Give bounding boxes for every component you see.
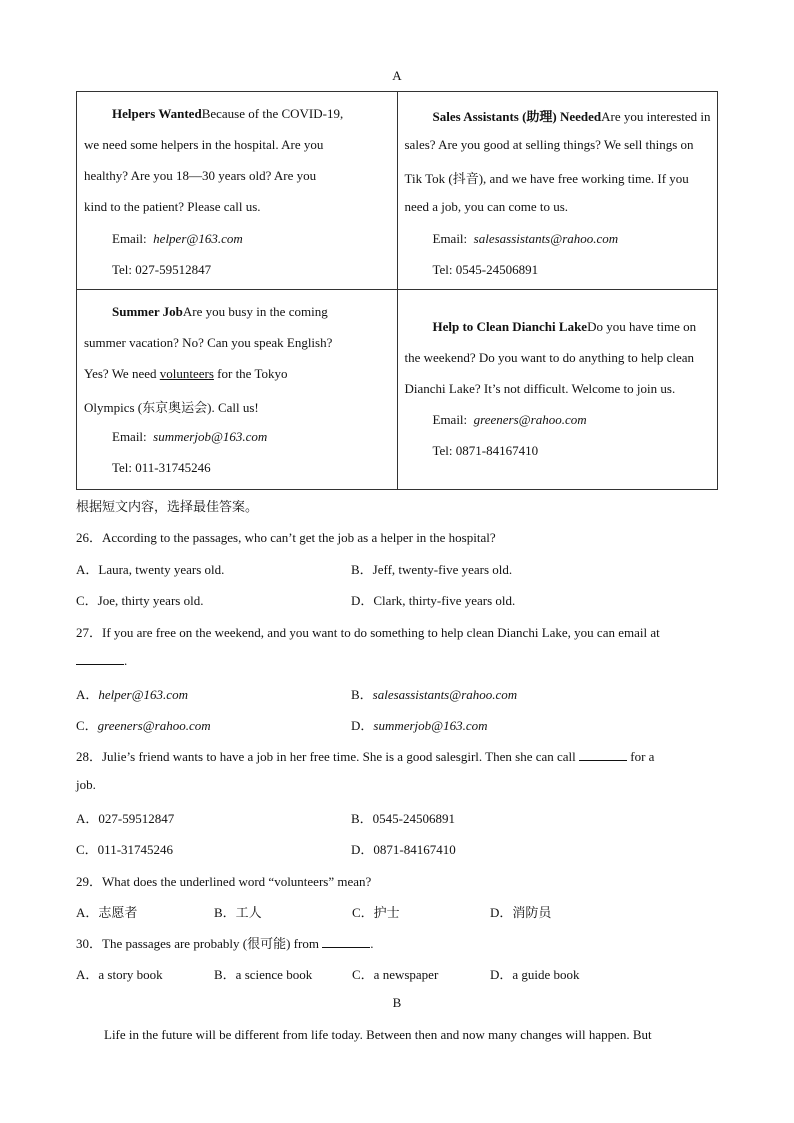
q27-option-d[interactable] xyxy=(351,715,488,734)
q28-option-b[interactable]: B．0545-24506891 xyxy=(351,811,456,826)
question-26-stem: 26．According to the passages, who can’t get the job as a helper in the hospital? xyxy=(76,530,496,545)
q26-option-a[interactable]: A．Laura, twenty years old. xyxy=(76,562,225,577)
q30-option-a[interactable]: A．a story book xyxy=(76,967,163,982)
helpers-tel: Tel: 027-59512847 xyxy=(112,262,212,277)
summer-tel: Tel: 011-31745246 xyxy=(112,460,211,475)
ad-summer-line: Olympics (东京奥运会). Call us! xyxy=(84,400,259,415)
ad-helpers-title: Helpers Wanted xyxy=(112,106,202,121)
option-text: summerjob@163.com xyxy=(373,718,488,733)
q27-option-a[interactable] xyxy=(76,684,188,703)
q28-option-a[interactable]: A．027-59512847 xyxy=(76,811,175,826)
ad-helpers xyxy=(77,92,398,290)
help-tel: Tel: 0871-84167410 xyxy=(432,443,539,458)
q29-option-a[interactable]: A．志愿者 xyxy=(76,905,138,920)
option-prefix: A． xyxy=(76,687,99,702)
q27-stem-end: . xyxy=(124,653,128,668)
q26-option-b[interactable]: B．Jeff, twenty-five years old. xyxy=(351,562,513,577)
volunteers-underlined: volunteers xyxy=(159,366,214,381)
email-label: Email: xyxy=(112,429,147,444)
section-b-title: B xyxy=(392,995,402,1010)
ad-sales-line: Are you interested in xyxy=(601,109,711,124)
q29-option-b[interactable]: B．工人 xyxy=(214,905,262,920)
ads-table xyxy=(76,91,718,490)
instruction: 根据短文内容，选择最佳答案。 xyxy=(76,499,259,514)
option-text: salesassistants@rahoo.com xyxy=(372,687,518,702)
helpers-email-link[interactable]: helper@163.com xyxy=(153,231,243,246)
help-email-link[interactable]: greeners@rahoo.com xyxy=(473,412,587,427)
q30-option-c[interactable]: C．a newspaper xyxy=(352,967,439,982)
question-28-stem-post: for a xyxy=(630,749,655,764)
option-prefix: D． xyxy=(351,718,374,733)
option-text: helper@163.com xyxy=(98,687,188,702)
q29-option-d[interactable]: D．消防员 xyxy=(490,905,552,920)
option-prefix: C． xyxy=(76,718,98,733)
question-28-stem: 28．Julie’s friend wants to have a job in her free time. She is a good salesgirl. Then she can call xyxy=(76,749,576,764)
ad-helpers-line: kind to the patient? Please call us. xyxy=(84,199,261,214)
ad-help-title: Help to Clean Dianchi Lake xyxy=(432,319,588,334)
q26-option-d[interactable]: D．Clark, thirty-five years old. xyxy=(351,593,516,608)
answer-blank[interactable] xyxy=(76,652,124,665)
sales-email-link[interactable]: salesassistants@rahoo.com xyxy=(473,231,619,246)
question-29-stem: 29．What does the underlined word “volunteers” mean? xyxy=(76,874,372,889)
ad-help xyxy=(397,290,718,490)
q28-option-d[interactable]: D．0871-84167410 xyxy=(351,842,456,857)
section-a-title: A xyxy=(392,68,402,83)
q30-option-b[interactable]: B．a science book xyxy=(214,967,313,982)
q30-option-d[interactable]: D．a guide book xyxy=(490,967,580,982)
answer-blank[interactable] xyxy=(322,935,370,948)
question-27-stem: 27．If you are free on the weekend, and you want to do something to help clean Dianchi Lake, you can email at xyxy=(76,625,660,640)
answer-blank[interactable] xyxy=(579,748,627,761)
ad-summer-line: summer vacation? No? Can you speak English? xyxy=(84,335,333,350)
ad-sales-line: need a job, you can come to us. xyxy=(404,199,569,214)
ad-summer-line: Yes? We need xyxy=(84,366,160,381)
question-30-stem: 30．The passages are probably (很可能) from xyxy=(76,936,319,951)
ad-summer-title: Summer Job xyxy=(112,304,183,319)
ad-helpers-line: we need some helpers in the hospital. Are you xyxy=(84,137,324,152)
sales-tel: Tel: 0545-24506891 xyxy=(432,262,539,277)
q26-option-c[interactable]: C．Joe, thirty years old. xyxy=(76,593,204,608)
email-label: Email: xyxy=(112,231,147,246)
q29-option-c[interactable]: C．护士 xyxy=(352,905,400,920)
ad-sales-title: Sales Assistants (助理) Needed xyxy=(432,109,602,124)
ad-helpers-line: healthy? Are you 18—30 years old? Are you xyxy=(84,168,317,183)
ad-sales-line: sales? Are you good at selling things? We sell things on xyxy=(404,137,694,152)
email-label: Email: xyxy=(432,412,468,427)
ad-summer xyxy=(77,290,398,490)
ad-sales xyxy=(397,92,718,290)
ad-summer-line: Are you busy in the coming xyxy=(182,304,328,319)
question-28-stem-line2: job. xyxy=(76,777,96,792)
q27-option-b[interactable] xyxy=(351,684,517,703)
email-label: Email: xyxy=(432,231,468,246)
option-prefix: B． xyxy=(351,687,373,702)
ad-help-line: Do you have time on xyxy=(587,319,697,334)
ad-helpers-line: Because of the COVID-19, xyxy=(201,106,344,121)
option-text: greeners@rahoo.com xyxy=(97,718,211,733)
ad-sales-line: Tik Tok (抖音), and we have free working time. If you xyxy=(404,171,689,186)
ad-help-line: the weekend? Do you want to do anything to help clean xyxy=(404,350,695,365)
q27-option-c[interactable] xyxy=(76,715,211,734)
ad-summer-line: for the Tokyo xyxy=(213,366,288,381)
q30-stem-end: . xyxy=(370,936,374,951)
q28-option-c[interactable]: C．011-31745246 xyxy=(76,842,174,857)
ad-help-line: Dianchi Lake? It’s not difficult. Welcome to join us. xyxy=(404,381,676,396)
summer-email-link[interactable]: summerjob@163.com xyxy=(153,429,268,444)
section-b-paragraph: Life in the future will be different from life today. Between then and now many changes will happen. But xyxy=(104,1027,652,1042)
